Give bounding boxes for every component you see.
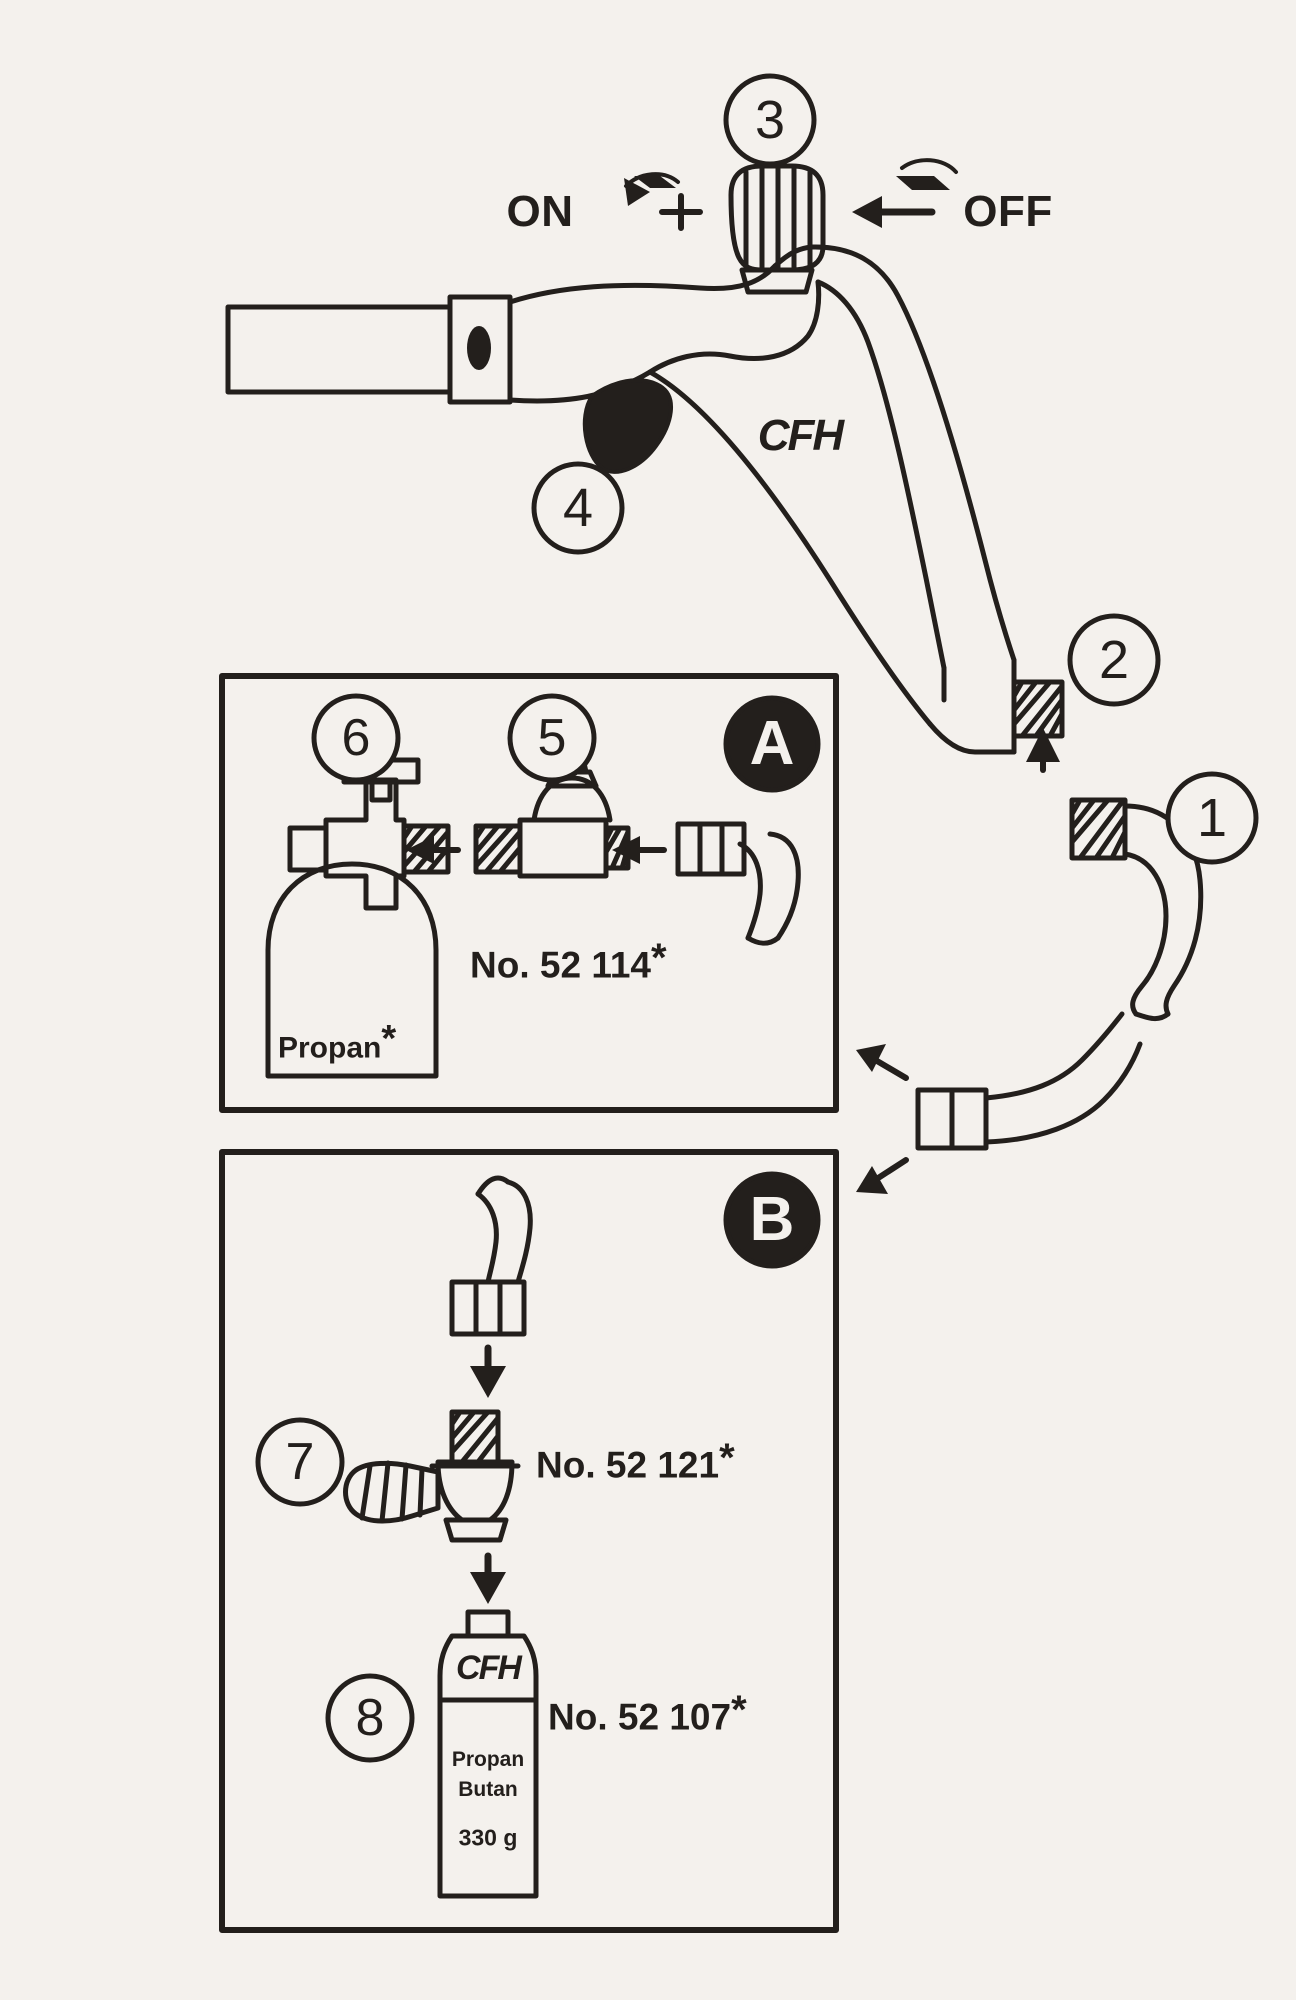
panel-a-part-number-asterisk: *	[651, 936, 667, 980]
callout-8: 8	[355, 1689, 385, 1747]
panel-a-cylinder-label-group	[278, 1020, 396, 1063]
panel-b-cartridge-part-asterisk: *	[731, 1688, 747, 1732]
panel-a-cylinder-label: Propan	[278, 1031, 382, 1065]
cfh-logo-torch: CFH	[757, 411, 843, 460]
cartridge-weight: 330 g	[458, 1824, 518, 1851]
callout-5: 5	[537, 709, 567, 767]
panel-a-badge: A	[749, 709, 795, 778]
callout-1: 1	[1196, 788, 1228, 848]
cfh-logo-cartridge: CFH	[456, 1649, 520, 1687]
panel-a-part-number: No. 52 114	[470, 944, 652, 986]
panel-b-regulator-part-group	[536, 1436, 735, 1486]
callout-3: 3	[754, 90, 786, 150]
valve-on-label: ON	[506, 187, 574, 236]
panel-a-cylinder-asterisk: *	[381, 1018, 397, 1060]
panel-b-regulator-part-number: No. 52 121	[536, 1444, 720, 1486]
valve-off-label: OFF	[963, 187, 1053, 236]
panel-a-part-number-group	[470, 936, 667, 986]
panel-b-cartridge-part-number: No. 52 107	[548, 1696, 732, 1738]
panel-b-cartridge-part-group	[548, 1688, 747, 1738]
cartridge-gas-line-2: Butan	[458, 1777, 518, 1801]
cartridge-gas-line-1: Propan	[451, 1747, 525, 1771]
callout-2: 2	[1098, 630, 1130, 690]
panel-b-regulator-part-asterisk: *	[719, 1436, 735, 1480]
callout-4: 4	[562, 478, 594, 538]
callout-6: 6	[341, 709, 371, 767]
panel-b-badge: B	[749, 1185, 795, 1254]
callout-7: 7	[285, 1433, 315, 1491]
